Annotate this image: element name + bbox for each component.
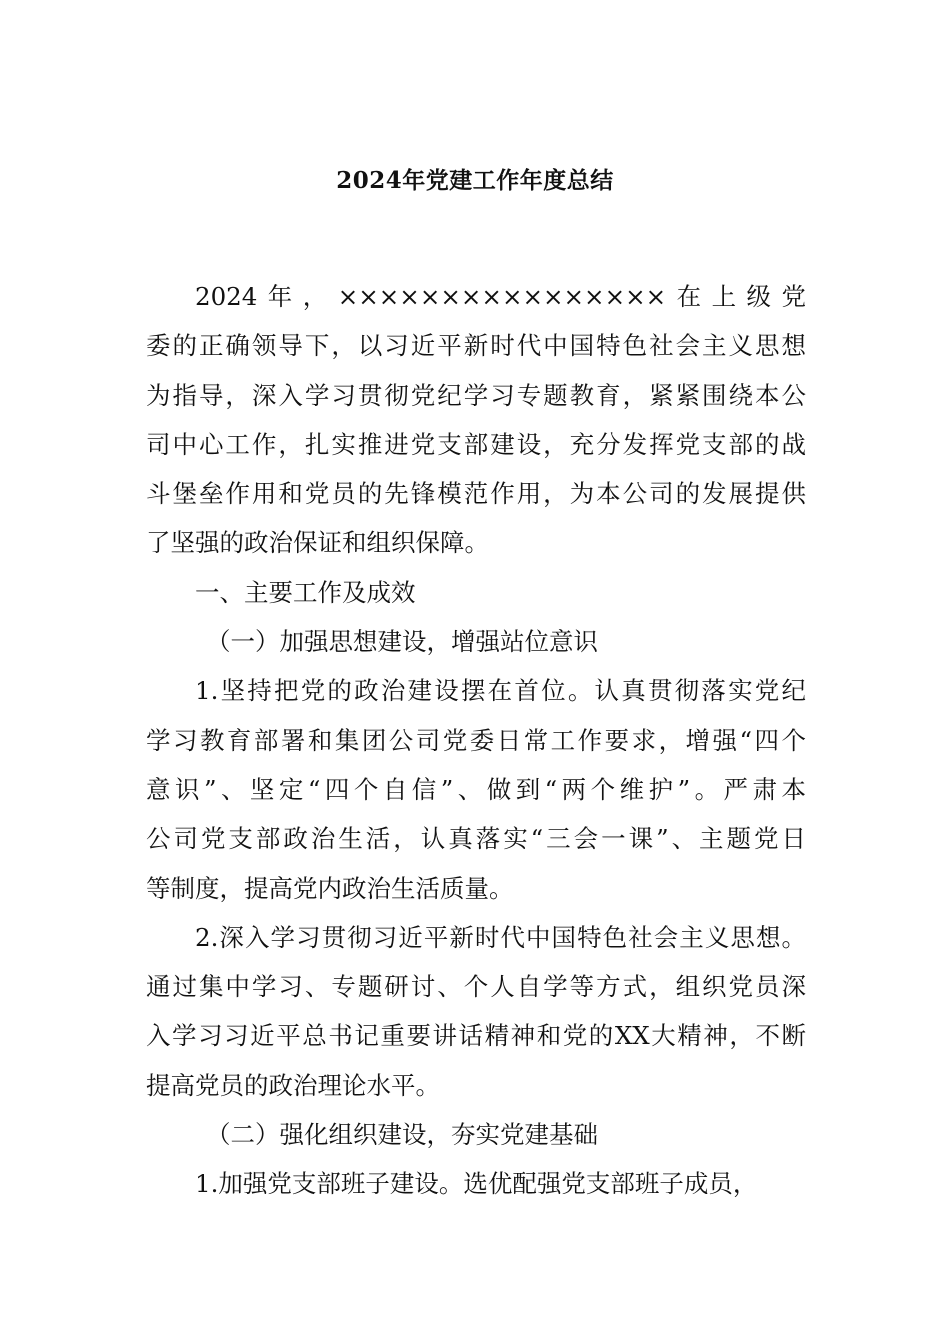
document-title: 2024年党建工作年度总结 xyxy=(336,167,614,194)
paragraph-line: 1.加强党支部班子建设。选优配强党支部班子成员， xyxy=(195,1169,758,1199)
paragraph-line: 入学习习近平总书记重要讲话精神和党的XX大精神，不断 xyxy=(146,1021,806,1051)
paragraph-line: 为指导，深入学习贯彻党纪学习专题教育，紧紧围绕本公 xyxy=(146,380,806,410)
paragraph-line: 斗堡垒作用和党员的先锋模范作用，为本公司的发展提供 xyxy=(146,479,806,509)
document-body xyxy=(146,279,806,1216)
paragraph-line: 公司党支部政治生活，认真落实“三会一课”、主题党日 xyxy=(146,824,806,854)
paragraph-line: 通过集中学习、专题研讨、个人自学等方式，组织党员深 xyxy=(146,972,806,1002)
paragraph-line: 等制度，提高党内政治生活质量。 xyxy=(146,873,514,903)
paragraph-line: 学习教育部署和集团公司党委日常工作要求，增强“四个 xyxy=(146,725,806,755)
paragraph-line: 司中心工作，扎实推进党支部建设，充分发挥党支部的战 xyxy=(146,429,806,459)
paragraph-line: 委的正确领导下，以习近平新时代中国特色社会主义思想 xyxy=(146,331,806,361)
paragraph-line: 意识”、坚定“四个自信”、做到“两个维护”。严肃本 xyxy=(146,774,806,804)
paragraph-line: 提高党员的政治理论水平。 xyxy=(146,1070,440,1100)
section-heading: 一、主要工作及成效 xyxy=(195,577,416,607)
paragraph-line: 2024年，××××××××××××××××在上级党 xyxy=(195,282,806,311)
subsection-heading: （二）强化组织建设，夯实党建基础 xyxy=(206,1120,598,1150)
paragraph-line: 了坚强的政治保证和组织保障。 xyxy=(146,528,489,558)
paragraph-line: 1.坚持把党的政治建设摆在首位。认真贯彻落实党纪 xyxy=(195,676,806,706)
subsection-heading: （一）加强思想建设，增强站位意识 xyxy=(206,627,598,657)
paragraph-line: 2.深入学习贯彻习近平新时代中国特色社会主义思想。 xyxy=(195,922,806,952)
